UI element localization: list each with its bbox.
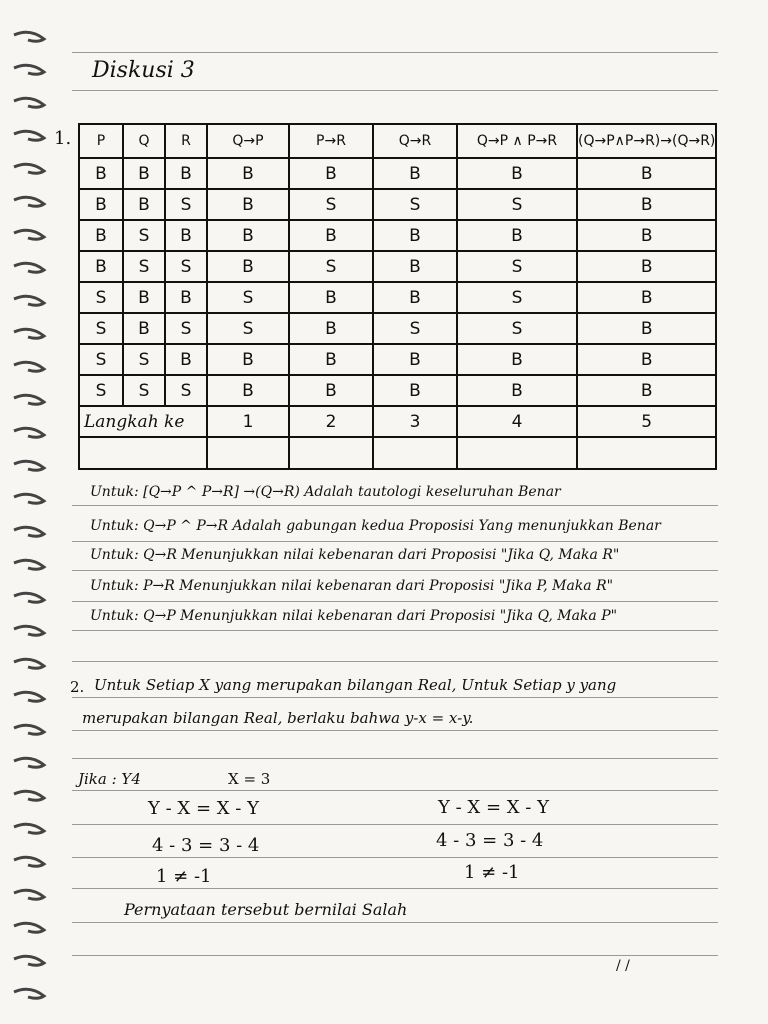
explanation-line: Untuk: Q→P ^ P→R Adalah gabungan kedua Proposisi Yang menunjukkan Benar xyxy=(90,518,661,534)
spiral-ring xyxy=(8,591,48,605)
truth-table-row xyxy=(79,251,716,282)
spiral-ring xyxy=(8,723,48,737)
spiral-ring xyxy=(8,690,48,704)
truth-cell: B xyxy=(207,375,289,406)
header-cell: R xyxy=(165,124,207,158)
truth-cell: B xyxy=(577,220,716,251)
explanation-line: Untuk: P→R Menunjukkan nilai kebenaran dari Proposisi "Jika P, Maka R" xyxy=(90,578,614,594)
truth-cell: S xyxy=(165,375,207,406)
truth-cell: B xyxy=(373,158,457,189)
spiral-ring xyxy=(8,30,48,44)
truth-cell: B xyxy=(577,158,716,189)
ruled-line xyxy=(72,758,718,759)
explanation-line: Untuk: Q→R Menunjukkan nilai kebenaran dari Proposisi "Jika Q, Maka R" xyxy=(90,547,620,563)
truth-cell: B xyxy=(165,344,207,375)
truth-cell: B xyxy=(289,282,373,313)
spiral-ring xyxy=(8,888,48,902)
truth-cell: B xyxy=(373,282,457,313)
header-cell: Q xyxy=(123,124,165,158)
given-x: X = 3 xyxy=(228,770,271,788)
truth-cell: S xyxy=(457,251,577,282)
truth-cell: S xyxy=(123,251,165,282)
spiral-ring xyxy=(8,327,48,341)
truth-cell: S xyxy=(289,189,373,220)
truth-cell: B xyxy=(207,220,289,251)
truth-cell: S xyxy=(207,282,289,313)
spiral-ring xyxy=(8,987,48,1001)
spiral-ring xyxy=(8,96,48,110)
spiral-ring xyxy=(8,525,48,539)
truth-cell: B xyxy=(289,158,373,189)
ruled-line xyxy=(72,955,718,956)
spiral-ring xyxy=(8,228,48,242)
truth-table-row xyxy=(79,282,716,313)
left-step-2: 4 - 3 = 3 - 4 xyxy=(152,835,260,856)
spiral-ring xyxy=(8,921,48,935)
truth-cell: S xyxy=(165,189,207,220)
spiral-ring xyxy=(8,129,48,143)
truth-cell: S xyxy=(207,313,289,344)
ruled-line xyxy=(72,888,718,889)
truth-table-row xyxy=(79,344,716,375)
spiral-ring xyxy=(8,624,48,638)
truth-cell: B xyxy=(289,220,373,251)
ruled-line xyxy=(72,857,718,858)
spiral-ring xyxy=(8,657,48,671)
truth-cell: S xyxy=(123,375,165,406)
explanation-line: Untuk: [Q→P ^ P→R] →(Q→R) Adalah tautologi keseluruhan Benar xyxy=(90,484,561,500)
truth-cell: S xyxy=(123,220,165,251)
truth-cell: B xyxy=(207,189,289,220)
truth-table-row xyxy=(79,375,716,406)
truth-cell: B xyxy=(577,282,716,313)
truth-cell: B xyxy=(577,375,716,406)
spiral-ring xyxy=(8,954,48,968)
truth-cell: S xyxy=(373,189,457,220)
spiral-ring xyxy=(8,162,48,176)
truth-table-row xyxy=(79,220,716,251)
steps-label: Langkah ke xyxy=(79,406,207,437)
given-y: Jika : Y4 xyxy=(78,770,141,788)
truth-cell: S xyxy=(123,344,165,375)
step-cell: 2 xyxy=(289,406,373,437)
spiral-ring xyxy=(8,294,48,308)
spiral-ring xyxy=(8,195,48,209)
header-cell: P→R xyxy=(289,124,373,158)
spiral-ring xyxy=(8,360,48,374)
left-step-1: Y - X = X - Y xyxy=(148,798,259,819)
spiral-ring xyxy=(8,459,48,473)
steps-row xyxy=(79,406,716,437)
truth-cell: B xyxy=(123,189,165,220)
header-cell: Q→R xyxy=(373,124,457,158)
spiral-ring xyxy=(8,492,48,506)
truth-cell: B xyxy=(373,375,457,406)
question-2-text: merupakan bilangan Real, berlaku bahwa y-x = x-y. xyxy=(82,709,474,727)
ruled-line xyxy=(72,730,718,731)
truth-cell: B xyxy=(373,220,457,251)
truth-cell: B xyxy=(165,282,207,313)
spiral-ring xyxy=(8,426,48,440)
truth-cell: B xyxy=(577,344,716,375)
step-cell: 5 xyxy=(577,406,716,437)
truth-cell: S xyxy=(79,313,123,344)
right-step-3: 1 ≠ -1 xyxy=(464,862,520,883)
truth-cell: B xyxy=(79,158,123,189)
truth-cell: B xyxy=(457,344,577,375)
question-2-number: 2. xyxy=(70,678,85,696)
truth-cell: B xyxy=(123,313,165,344)
conclusion: Pernyataan tersebut bernilai Salah xyxy=(124,900,408,919)
ruled-line xyxy=(72,922,718,923)
ruled-line xyxy=(72,824,718,825)
truth-cell: B xyxy=(207,158,289,189)
header-cell: Q→P xyxy=(207,124,289,158)
spiral-ring xyxy=(8,63,48,77)
empty-row xyxy=(79,437,716,469)
truth-table-row xyxy=(79,313,716,344)
explanation-line: Untuk: Q→P Menunjukkan nilai kebenaran dari Proposisi "Jika Q, Maka P" xyxy=(90,608,618,624)
ruled-line xyxy=(72,505,718,506)
truth-table-row xyxy=(79,189,716,220)
truth-cell: B xyxy=(577,189,716,220)
truth-cell: B xyxy=(123,158,165,189)
spiral-ring xyxy=(8,822,48,836)
truth-cell: S xyxy=(79,282,123,313)
truth-table xyxy=(78,123,717,470)
step-cell: 4 xyxy=(457,406,577,437)
ruled-line xyxy=(72,52,718,53)
step-cell: 3 xyxy=(373,406,457,437)
truth-cell: B xyxy=(289,344,373,375)
ruled-line xyxy=(72,630,718,631)
truth-cell: B xyxy=(207,251,289,282)
ruled-line xyxy=(72,570,718,571)
left-step-3: 1 ≠ -1 xyxy=(156,866,212,887)
truth-cell: B xyxy=(289,375,373,406)
truth-cell: B xyxy=(79,251,123,282)
truth-cell: B xyxy=(79,220,123,251)
truth-cell: S xyxy=(457,282,577,313)
truth-cell: S xyxy=(165,251,207,282)
truth-cell: B xyxy=(457,158,577,189)
step-cell: 1 xyxy=(207,406,289,437)
truth-cell: B xyxy=(577,251,716,282)
spiral-ring xyxy=(8,789,48,803)
right-step-1: Y - X = X - Y xyxy=(438,797,549,818)
truth-cell: S xyxy=(457,313,577,344)
spiral-ring xyxy=(8,393,48,407)
truth-cell: B xyxy=(289,313,373,344)
truth-cell: S xyxy=(457,189,577,220)
truth-cell: S xyxy=(79,344,123,375)
truth-cell: B xyxy=(123,282,165,313)
page-title: Diskusi 3 xyxy=(92,58,195,83)
truth-cell: B xyxy=(457,375,577,406)
truth-cell: B xyxy=(577,313,716,344)
truth-cell: B xyxy=(457,220,577,251)
truth-cell: S xyxy=(79,375,123,406)
truth-cell: B xyxy=(207,344,289,375)
ruled-line xyxy=(72,601,718,602)
header-cell: (Q→P∧P→R)→(Q→R) xyxy=(577,124,716,158)
ruled-line xyxy=(72,90,718,91)
question-1-number: 1. xyxy=(54,128,72,149)
truth-cell: B xyxy=(373,251,457,282)
spiral-ring xyxy=(8,261,48,275)
ruled-line xyxy=(72,541,718,542)
spiral-ring xyxy=(8,855,48,869)
truth-cell: S xyxy=(165,313,207,344)
page-marks: / / xyxy=(616,958,630,974)
right-step-2: 4 - 3 = 3 - 4 xyxy=(436,830,544,851)
ruled-line xyxy=(72,697,718,698)
truth-cell: S xyxy=(289,251,373,282)
header-cell: P xyxy=(79,124,123,158)
question-2-text: Untuk Setiap X yang merupakan bilangan Real, Untuk Setiap y yang xyxy=(94,676,617,694)
spiral-ring xyxy=(8,756,48,770)
spiral-ring xyxy=(8,558,48,572)
truth-cell: B xyxy=(79,189,123,220)
truth-cell: B xyxy=(373,344,457,375)
header-cell: Q→P ∧ P→R xyxy=(457,124,577,158)
truth-cell: B xyxy=(165,220,207,251)
truth-table-row xyxy=(79,158,716,189)
ruled-line xyxy=(72,790,718,791)
truth-cell: B xyxy=(165,158,207,189)
truth-cell: S xyxy=(373,313,457,344)
truth-table-header xyxy=(79,124,716,158)
ruled-line xyxy=(72,661,718,662)
